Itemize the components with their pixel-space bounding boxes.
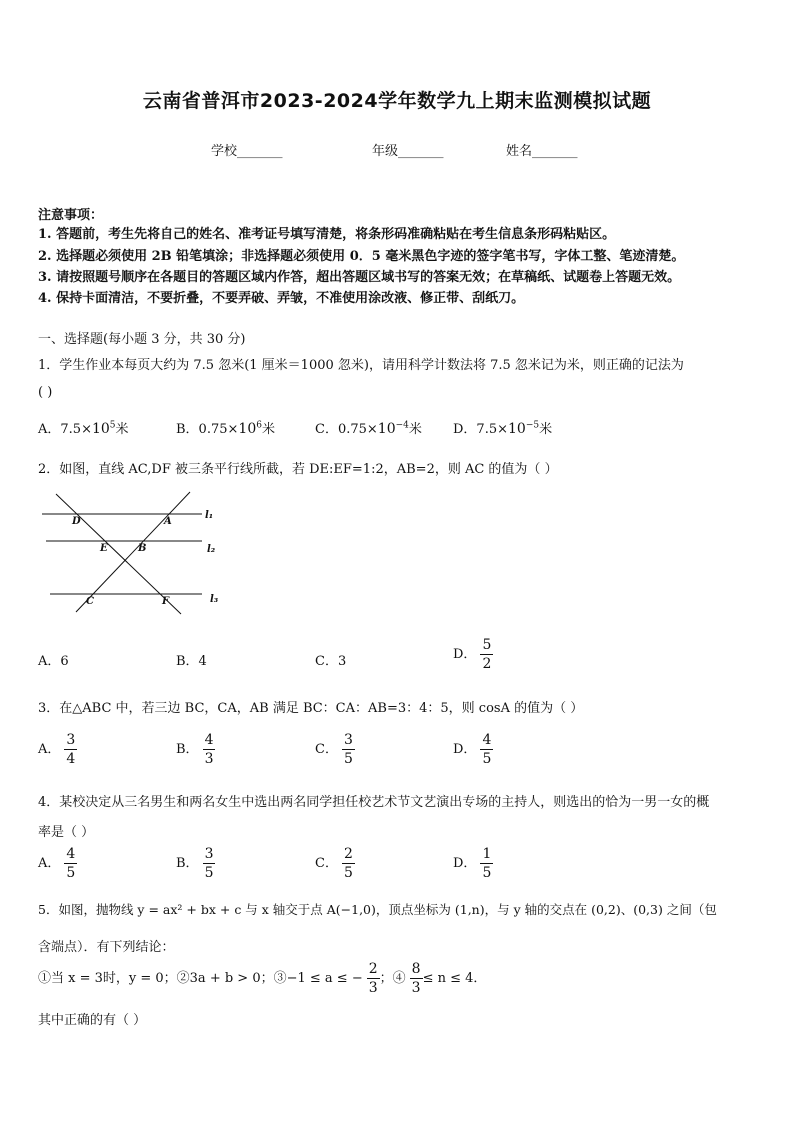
q2-option-a: A．6 [38,654,69,669]
option-label: B． [176,856,199,871]
q5-question: 其中正确的有（ ） [38,1013,147,1028]
grade-field: 年级_______ [372,144,444,159]
q3-option-c [315,733,355,766]
q3-option-d [453,733,493,766]
q1-option-b [176,418,275,437]
q2-option-b: B．4 [176,654,207,669]
fraction: $\frac{4}{5}$ [482,732,492,767]
label-e: E [100,543,108,554]
q2-stem: 2．如图，直线 AC,DF 被三条平行线所截，若 DE:EF=1:2，AB=2，则 AC 的值为（ ） [38,462,558,477]
option-label: A． [38,742,61,757]
fraction: $\frac{4}{5}$ [66,846,76,881]
note-item-2: 2. 选择题必须使用 2B 铅笔填涂；非选择题必须使用 0．5 毫米黑色字迹的签字笔书写，字体工整、笔迹清楚。 [38,249,685,264]
q4-stem-cont: 率是（ ） [38,825,95,840]
conclusion-text: ；④ [379,971,406,986]
power-base: 10 [377,421,396,437]
q4-option-b [176,847,215,880]
q3-option-a [38,733,77,766]
note-item-4: 4. 保持卡面清洁，不要折叠，不要弄破、弄皱，不准使用涂改液、修正带、刮纸刀。 [38,291,525,306]
label-c: C [86,596,94,607]
option-label: C． [315,856,338,871]
option-label: D． [453,647,477,662]
q1-option-c [315,418,422,437]
option-unit: 米 [408,422,422,437]
option-label: D．7.5× [453,422,508,437]
fraction: $\frac{3}{5}$ [204,846,214,881]
q1-stem-blank: ( ) [38,385,53,400]
option-unit: 米 [539,422,553,437]
q5-conclusions [38,962,486,995]
label-a: A [164,516,172,527]
notes-heading: 注意事项： [38,208,104,223]
fraction: $\frac{3}{5}$ [343,732,353,767]
note-item-3: 3. 请按照题号顺序在各题目的答题区域内作答，超出答题区域书写的答案无效；在草稿纸、试题卷上答题无效。 [38,270,681,285]
school-field: 学校_______ [211,144,283,159]
q4-stem: 4．某校决定从三名男生和两名女生中选出两名同学担任校艺术节文艺演出专场的主持人，则选出的恰为一男一女的概 [38,795,710,810]
q1-option-d [453,418,552,437]
fraction: $\frac{2}{5}$ [343,846,353,881]
power-exponent: −5 [525,420,540,431]
q4-option-c [315,847,355,880]
q3-stem: 3．在△ABC 中，若三边 BC，CA，AB 满足 BC：CA：AB=3：4：5，则 cosA 的值为（ ） [38,701,584,716]
option-label: B．0.75× [176,422,239,437]
option-label: B． [176,742,199,757]
fraction: $\frac{1}{5}$ [482,846,492,881]
q4-option-a [38,847,77,880]
conclusion-text: ≤ n ≤ 4． [422,971,487,986]
section-heading: 一、选择题(每小题 3 分，共 30 分) [38,332,246,347]
q3-option-b [176,733,215,766]
power-base: 10 [238,421,257,437]
option-unit: 米 [261,422,275,437]
power-exponent: 5 [109,420,116,431]
label-d: D [72,516,81,527]
label-l3: l₃ [210,594,219,605]
power-base: 10 [508,421,526,437]
power-exponent: 6 [256,420,262,431]
fraction: $\frac{5}{2}$ [482,637,492,672]
q4-option-d [453,847,493,880]
option-label: C． [315,742,338,757]
q1-option-a [38,418,129,437]
q5-stem: 5．如图，抛物线 y = ax² + bx + c 与 x 轴交于点 A(−1,0)，顶点坐标为 (1,n)，与 y 轴的交点在 (0,2)、(0,3) 之间（包 [38,902,717,917]
label-l1: l₁ [205,510,214,521]
q5-stem-cont: 含端点）．有下列结论： [38,940,175,955]
conclusion-text: ①当 x = 3时，y = 0；②3a + b > 0；③−1 ≤ a ≤ − [38,971,363,986]
option-unit: 米 [115,422,129,437]
label-b: B [138,543,147,554]
fraction: $\frac{2}{3}$ [368,961,378,996]
power-base: 10 [91,421,110,437]
fraction: $\frac{3}{4}$ [66,732,76,767]
fraction: $\frac{4}{3}$ [204,732,214,767]
parallel-lines-figure [38,490,228,620]
option-label: C．0.75× [315,422,378,437]
fraction: $\frac{8}{3}$ [411,961,421,996]
option-label: D． [453,742,477,757]
option-label: D． [453,856,477,871]
power-exponent: −4 [395,420,409,431]
q1-stem: 1．学生作业本每页大约为 7.5 忽米(1 厘米＝1000 忽米)，请用科学计数法将 7.5 忽米记为米，则正确的记法为 [38,358,684,373]
option-label: A．7.5× [38,422,92,437]
label-f: F [162,596,170,607]
note-item-1: 1. 答题前，考生先将自己的姓名、准考证号填写清楚，将条形码准确粘贴在考生信息条形码粘贴区。 [38,227,616,242]
option-label: A． [38,856,61,871]
q2-option-c: C．3 [315,654,347,669]
label-l2: l₂ [207,544,216,555]
name-field: 姓名_______ [506,144,578,159]
q2-option-d [453,638,493,671]
page-title: 云南省普洱市2023-2024学年数学九上期末监测模拟试题 [142,90,652,112]
